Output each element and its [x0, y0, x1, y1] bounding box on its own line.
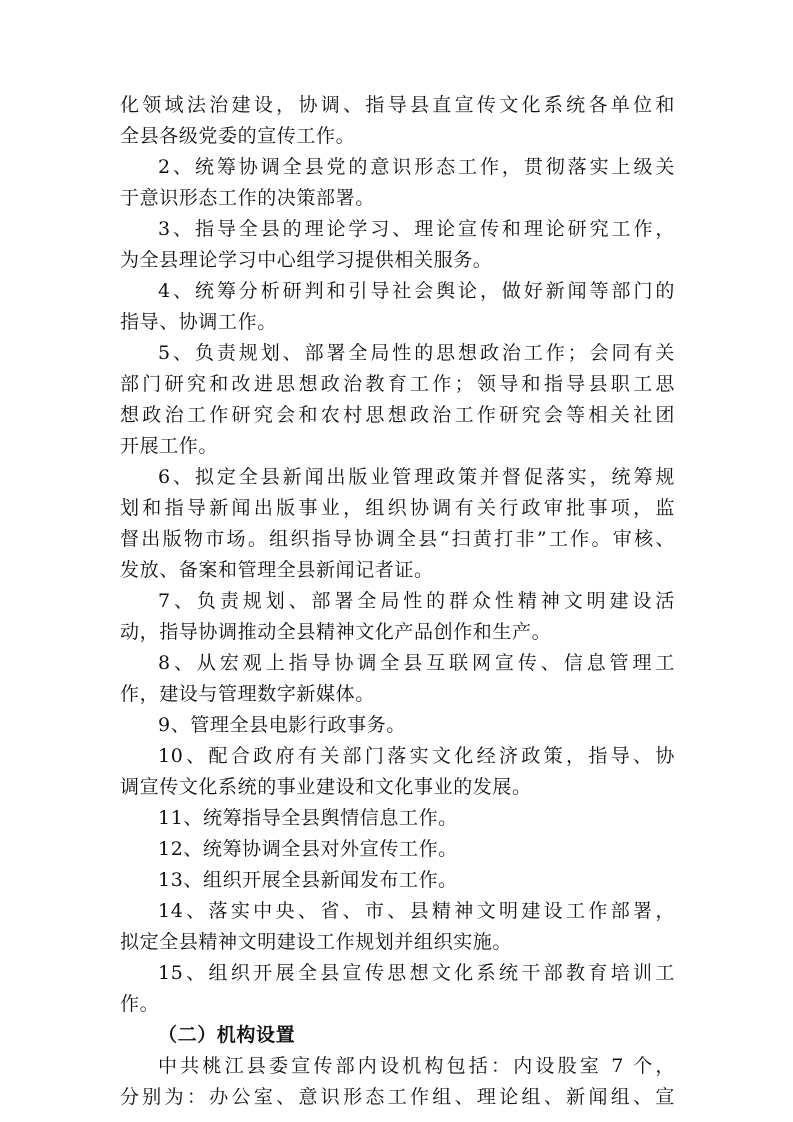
- paragraph-line: 拟定全县精神文明建设工作规划并组织实施。: [120, 931, 513, 953]
- paragraph-line: 15、组织开展全县宣传思想文化系统干部教育培训工: [158, 962, 675, 984]
- paragraph-line: 10、配合政府有关部门落实文化经济政策，指导、协: [158, 745, 675, 767]
- paragraph-line: 5、负责规划、部署全局性的思想政治工作；会同有关: [158, 342, 675, 364]
- paragraph: [120, 276, 675, 338]
- paragraph-line: 全县各级党委的宣传工作。: [120, 125, 356, 147]
- paragraph-line: 11、统筹指导全县舆情信息工作。: [158, 807, 458, 829]
- paragraph: [120, 462, 675, 586]
- paragraph-line: 动，指导协调推动全县精神文化产品创作和生产。: [120, 621, 552, 643]
- paragraph: [120, 896, 675, 958]
- paragraph: [120, 741, 675, 803]
- paragraph-list: [120, 90, 675, 1020]
- paragraph-line: 作。: [120, 993, 160, 1015]
- paragraph: [120, 834, 675, 865]
- paragraph-line: 13、组织开展全县新闻发布工作。: [158, 869, 458, 891]
- paragraph: [120, 90, 675, 152]
- closing-paragraph: [120, 1051, 675, 1113]
- paragraph-line: 中共桃江县委宣传部内设机构包括：内设股室 7 个，: [158, 1055, 675, 1077]
- paragraph-line: 开展工作。: [120, 435, 219, 457]
- paragraph-line: 分别为：办公室、意识形态工作组、理论组、新闻组、宣: [120, 1086, 675, 1108]
- paragraph-line: 发放、备案和管理全县新闻记者证。: [120, 559, 434, 581]
- paragraph-line: 6、拟定全县新闻出版业管理政策并督促落实，统筹规: [158, 466, 675, 488]
- paragraph: [120, 803, 675, 834]
- paragraph: [120, 152, 675, 214]
- paragraph: [120, 648, 675, 710]
- paragraph-line: 14、落实中央、省、市、县精神文明建设工作部署，: [158, 900, 675, 922]
- paragraph-line: 化领域法治建设，协调、指导县直宣传文化系统各单位和: [120, 94, 675, 116]
- paragraph-line: 于意识形态工作的决策部署。: [120, 187, 375, 209]
- paragraph: [120, 958, 675, 1020]
- paragraph-line: 2、统筹协调全县党的意识形态工作，贯彻落实上级关: [158, 156, 675, 178]
- paragraph: [120, 1051, 675, 1113]
- paragraph-line: 为全县理论学习中心组学习提供相关服务。: [120, 249, 493, 271]
- paragraph-line: 划和指导新闻出版事业，组织协调有关行政审批事项，监: [120, 497, 675, 519]
- paragraph: [120, 214, 675, 276]
- paragraph-line: 想政治工作研究会和农村思想政治工作研究会等相关社团: [120, 404, 675, 426]
- paragraph-line: 3、指导全县的理论学习、理论宣传和理论研究工作，: [158, 218, 675, 240]
- paragraph: [120, 865, 675, 896]
- section-heading: （二）机构设置: [158, 1024, 296, 1046]
- paragraph-line: 8、从宏观上指导协调全县互联网宣传、信息管理工: [158, 652, 675, 674]
- paragraph: [120, 586, 675, 648]
- paragraph-line: 指导、协调工作。: [120, 311, 277, 333]
- paragraph: [120, 710, 675, 741]
- paragraph-line: 作，建设与管理数字新媒体。: [120, 683, 375, 705]
- paragraph-line: 7、负责规划、部署全局性的群众性精神文明建设活: [158, 590, 675, 612]
- document-body: [120, 90, 675, 1113]
- paragraph-line: 9、管理全县电影行政事务。: [158, 714, 406, 736]
- paragraph-line: 调宣传文化系统的事业建设和文化事业的发展。: [120, 776, 532, 798]
- paragraph-line: 部门研究和改进思想政治教育工作；领导和指导县职工思: [120, 373, 675, 395]
- paragraph-line: 督出版物市场。组织指导协调全县“扫黄打非”工作。审核、: [120, 528, 675, 550]
- paragraph-line: 4、统筹分析研判和引导社会舆论，做好新闻等部门的: [158, 280, 675, 302]
- paragraph-line: 12、统筹协调全县对外宣传工作。: [158, 838, 458, 860]
- paragraph: [120, 338, 675, 462]
